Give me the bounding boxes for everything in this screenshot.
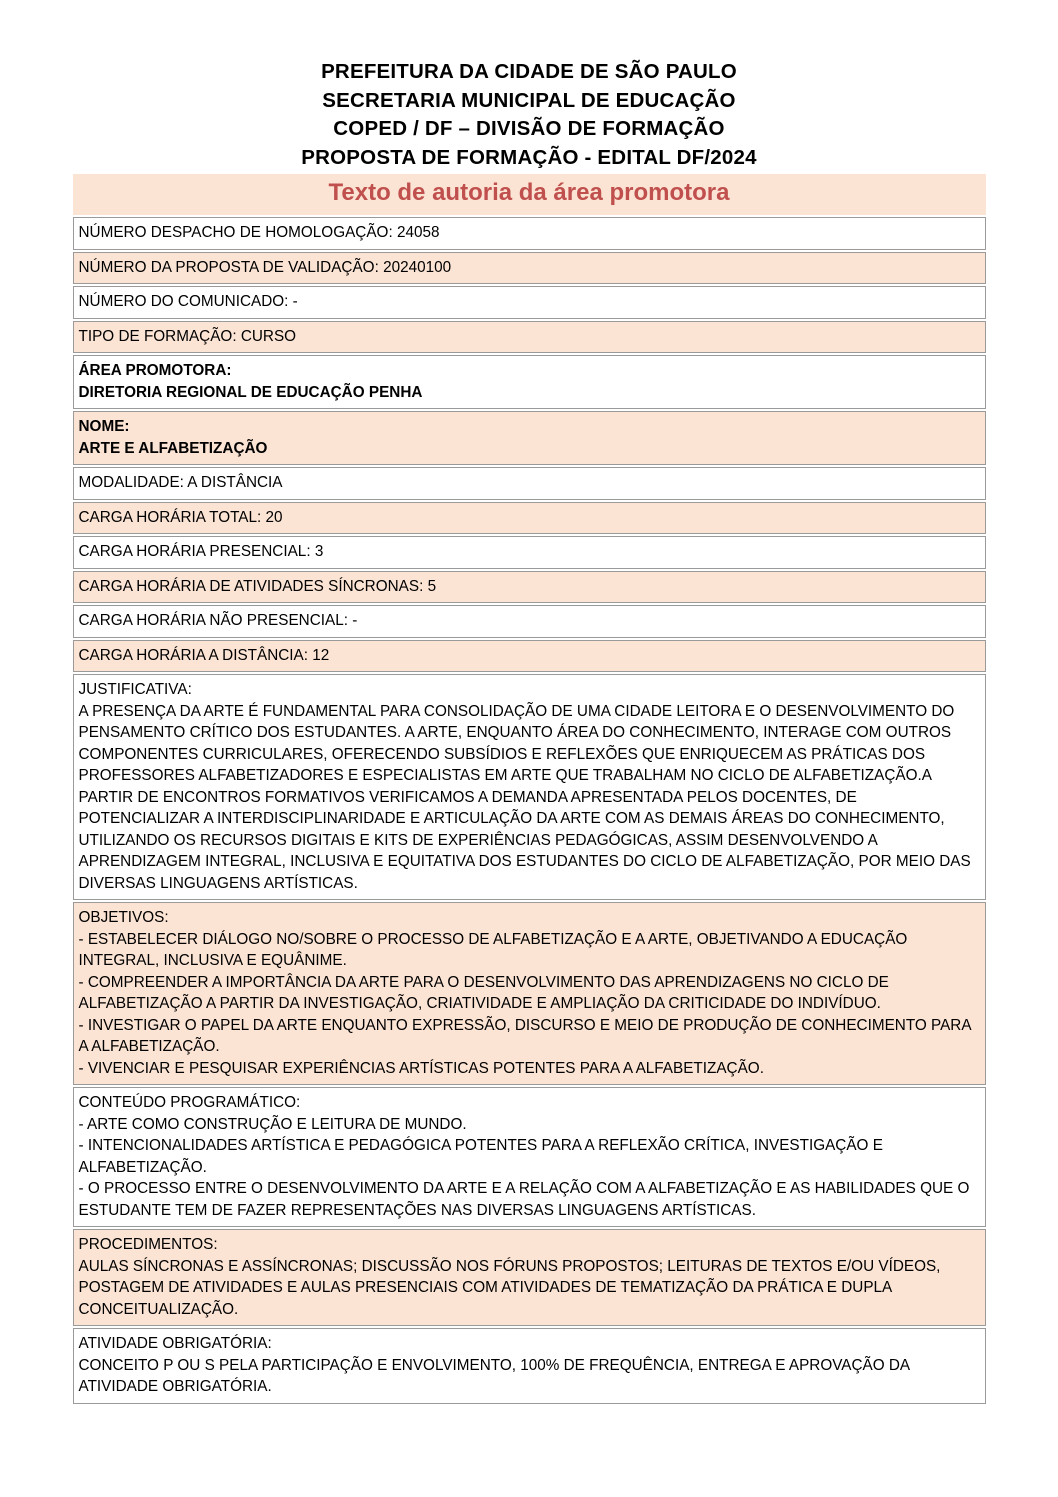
field-carga-horaria-atividades-sincronas-line: CARGA HORÁRIA DE ATIVIDADES SÍNCRONAS: 5 [78, 577, 437, 595]
field-procedimentos-line: AULAS SÍNCRONAS E ASSÍNCRONAS; DISCUSSÃO NOS FÓRUNS PROPOSTOS; LEITURAS DE TEXTOS E/OU VÍDEOS, POSTAGEM DE ATIVIDADES E AULAS PRESENCIAIS COM ATIVIDADES DE TEMATIZAÇÃO DA PRÁTICA E DUPLA CONCEITUALIZAÇÃO. [78, 1257, 941, 1318]
field-tipo-de-formacao-line: TIPO DE FORMAÇÃO: CURSO [78, 327, 297, 345]
table-row [73, 902, 986, 1085]
field-carga-horaria-presencial-line: CARGA HORÁRIA PRESENCIAL: 3 [78, 543, 324, 560]
field-nome [73, 411, 986, 465]
field-modalidade [73, 467, 986, 500]
field-nome-line: NOME: [78, 418, 130, 435]
field-justificativa-line: JUSTIFICATIVA: [78, 681, 192, 698]
field-area-promotora [73, 355, 986, 409]
field-carga-horaria-a-distancia-line: CARGA HORÁRIA A DISTÂNCIA: 12 [78, 646, 330, 664]
proposal-form-body [73, 217, 986, 1404]
proposal-form-table [73, 215, 986, 1406]
table-row [73, 674, 986, 900]
field-numero-despacho-homologacao [73, 217, 986, 250]
field-carga-horaria-presencial [73, 536, 986, 569]
table-row [73, 321, 986, 354]
field-numero-proposta-validacao [73, 252, 986, 285]
field-objetivos-line: OBJETIVOS: [78, 909, 169, 926]
field-procedimentos [73, 1229, 986, 1326]
field-objetivos-line: - ESTABELECER DIÁLOGO NO/SOBRE O PROCESSO DE ALFABETIZAÇÃO E A ARTE, OBJETIVANDO A EDUCAÇÃO INTEGRAL, INCLUSIVA E EQUÂNIME. [78, 930, 908, 969]
field-justificativa-line: A PRESENÇA DA ARTE É FUNDAMENTAL PARA CONSOLIDAÇÃO DE UMA CIDADE LEITORA E O DESENVOLVIMENTO DO PENSAMENTO CRÍTICO DOS ESTUDANTES. A ARTE, ENQUANTO ÁREA DO CONHECIMENTO, INTERAGE COM OUTROS COMPONENTES CURRICULARES, OFERECENDO SUBSÍDIOS E REFLEXÕES QUE ENRIQUECEM AS PRÁTICAS DOS PROFESSORES ALFABETIZADORES E ESPECIALISTAS EM ARTE QUE TRABALHAM NO CICLO DE ALFABETIZAÇÃO.A PARTIR DE ENCONTROS FORMATIVOS VERIFICAMOS A DEMANDA APRESENTADA PELOS DOCENTES, DE POTENCIALIZAR A INTERDISCIPLINARIDADE E ARTICULAÇÃO DA ARTE COM AS DEMAIS ÁREAS DO CONHECIMENTO, UTILIZANDO OS RECURSOS DIGITAIS E KITS DE EXPERIÊNCIAS PEDAGÓGICAS, ASSIM DESENVOLVENDO A APRENDIZAGEM INTEGRAL, INCLUSIVA E EQUITATIVA DOS ESTUDANTES DO CICLO DE ALFABETIZAÇÃO, POR MEIO DAS DIVERSAS LINGUAGENS ARTÍSTICAS. [78, 702, 971, 892]
table-row [73, 252, 986, 285]
field-tipo-de-formacao [73, 321, 986, 354]
field-atividade-obrigatoria-line: ATIVIDADE OBRIGATÓRIA: [78, 1335, 272, 1352]
table-row [73, 640, 986, 673]
field-conteudo-programatico-line: - ARTE COMO CONSTRUÇÃO E LEITURA DE MUNDO. [78, 1115, 467, 1133]
field-numero-comunicado [73, 286, 986, 319]
masthead-line-2: SECRETARIA MUNICIPAL DE EDUCAÇÃO [322, 88, 736, 112]
table-row [73, 1087, 986, 1227]
table-row [73, 605, 986, 638]
field-atividade-obrigatoria [73, 1328, 986, 1404]
field-objetivos-line: - INVESTIGAR O PAPEL DA ARTE ENQUANTO EXPRESSÃO, DISCURSO E MEIO DE PRODUÇÃO DE CONHECIMENTO PARA A ALFABETIZAÇÃO. [78, 1016, 971, 1055]
field-area-promotora-line: ÁREA PROMOTORA: [78, 362, 232, 379]
field-numero-proposta-validacao-line: NÚMERO DA PROPOSTA DE VALIDAÇÃO: 20240100 [78, 258, 452, 276]
field-carga-horaria-a-distancia [73, 640, 986, 673]
section-banner [73, 174, 986, 215]
field-atividade-obrigatoria-line: CONCEITO P OU S PELA PARTICIPAÇÃO E ENVOLVIMENTO, 100% DE FREQUÊNCIA, ENTREGA E APROVAÇÃO DA ATIVIDADE OBRIGATÓRIA. [78, 1356, 910, 1395]
table-row [73, 1328, 986, 1404]
masthead-line-3: COPED / DF – DIVISÃO DE FORMAÇÃO [333, 117, 725, 140]
table-row [73, 411, 986, 465]
masthead [0, 0, 1058, 172]
masthead-line-1: PREFEITURA DA CIDADE DE SÃO PAULO [321, 60, 737, 83]
field-objetivos [73, 902, 986, 1085]
section-banner-title: Texto de autoria da área promotora [328, 179, 730, 206]
table-row [73, 217, 986, 250]
field-objetivos-line: - VIVENCIAR E PESQUISAR EXPERIÊNCIAS ARTÍSTICAS POTENTES PARA A ALFABETIZAÇÃO. [78, 1059, 764, 1077]
table-row [73, 355, 986, 409]
table-row [73, 286, 986, 319]
field-numero-comunicado-line: NÚMERO DO COMUNICADO: - [78, 293, 298, 310]
field-numero-despacho-homologacao-line: NÚMERO DESPACHO DE HOMOLOGAÇÃO: 24058 [78, 224, 440, 241]
field-justificativa [73, 674, 986, 900]
field-conteudo-programatico-line: - INTENCIONALIDADES ARTÍSTICA E PEDAGÓGICA POTENTES PARA A REFLEXÃO CRÍTICA, INVESTIGAÇÃO E ALFABETIZAÇÃO. [78, 1137, 883, 1176]
table-row [73, 536, 986, 569]
field-area-promotora-line: DIRETORIA REGIONAL DE EDUCAÇÃO PENHA [78, 383, 423, 401]
field-procedimentos-line: PROCEDIMENTOS: [78, 1236, 218, 1253]
table-row [73, 1229, 986, 1326]
field-conteudo-programatico [73, 1087, 986, 1227]
field-conteudo-programatico-line: - O PROCESSO ENTRE O DESENVOLVIMENTO DA ARTE E A RELAÇÃO COM A ALFABETIZAÇÃO E AS HABILIDADES QUE O ESTUDANTE TEM DE FAZER REPRESENTAÇÕES NAS DIVERSAS LINGUAGENS ARTÍSTICAS. [78, 1180, 970, 1219]
field-carga-horaria-total [73, 502, 986, 535]
table-row [73, 571, 986, 604]
field-conteudo-programatico-line: CONTEÚDO PROGRAMÁTICO: [78, 1094, 301, 1111]
field-objetivos-line: - COMPREENDER A IMPORTÂNCIA DA ARTE PARA O DESENVOLVIMENTO DAS APRENDIZAGENS NO CICLO DE ALFABETIZAÇÃO A PARTIR DA INVESTIGAÇÃO, CRIATIVIDADE E AMPLIAÇÃO DA CRITICIDADE DO INDIVÍDUO. [78, 973, 889, 1012]
field-modalidade-line: MODALIDADE: A DISTÂNCIA [78, 474, 283, 491]
field-carga-horaria-nao-presencial-line: CARGA HORÁRIA NÃO PRESENCIAL: - [78, 612, 358, 629]
field-carga-horaria-atividades-sincronas [73, 571, 986, 604]
field-carga-horaria-nao-presencial [73, 605, 986, 638]
table-row [73, 467, 986, 500]
table-row [73, 502, 986, 535]
field-carga-horaria-total-line: CARGA HORÁRIA TOTAL: 20 [78, 508, 283, 526]
field-nome-line: ARTE E ALFABETIZAÇÃO [78, 439, 268, 457]
masthead-line-4: PROPOSTA DE FORMAÇÃO - EDITAL DF/2024 [301, 145, 757, 169]
